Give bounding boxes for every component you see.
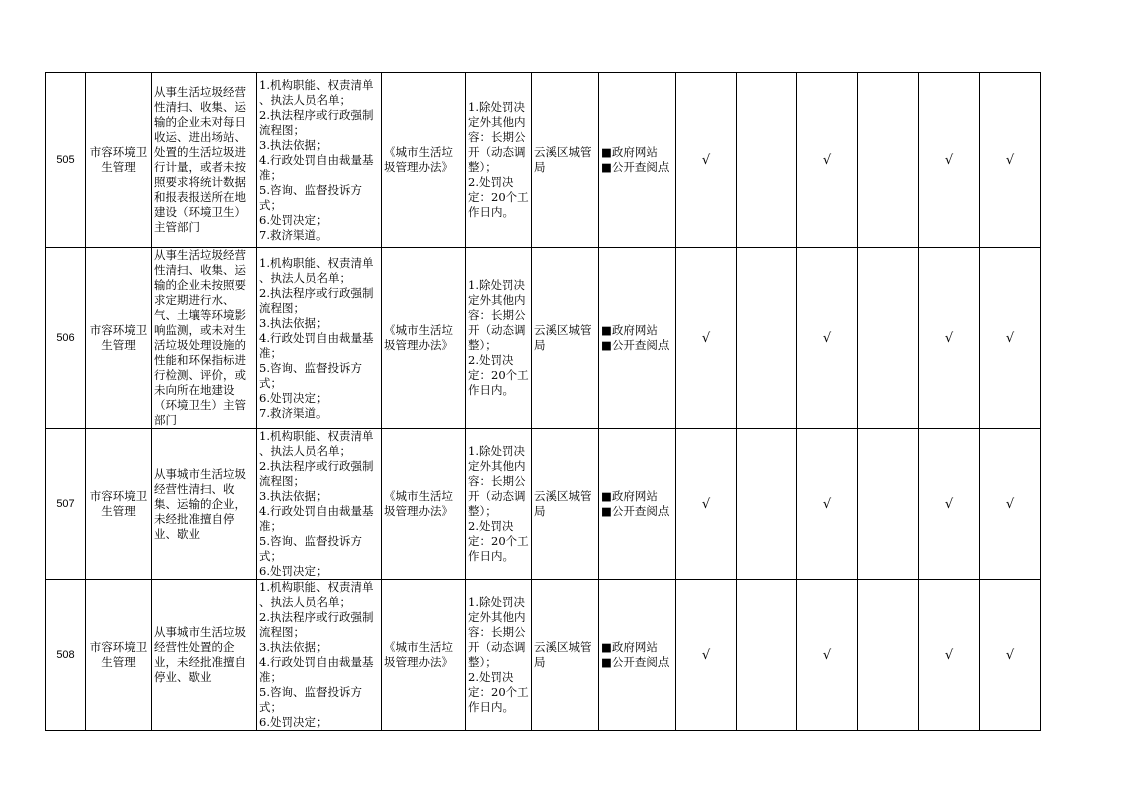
basis-cell: 《城市生活垃圾管理办法》: [382, 73, 466, 248]
check-cell: √: [980, 429, 1041, 580]
category-cell: 市容环境卫生管理: [86, 73, 152, 248]
time-line: 作日内。: [468, 205, 514, 219]
check-cell: [858, 73, 919, 248]
time-cell: [466, 580, 532, 731]
check-cell: [858, 580, 919, 731]
check-cell: √: [797, 73, 858, 248]
content-line: 3.执法依据；: [259, 489, 328, 503]
channels-cell: [599, 73, 676, 248]
channel-line: ■政府网站: [601, 323, 658, 337]
category-cell: 市容环境卫生管理: [86, 429, 152, 580]
content-line: 式；: [259, 375, 282, 390]
time-line: 开（动态调: [468, 489, 526, 503]
time-line: 作日内。: [468, 549, 514, 563]
row-number: 508: [46, 580, 86, 731]
channel-line: ■公开查阅点: [601, 338, 670, 352]
content-line: 准；: [259, 167, 282, 182]
time-line: 容：长期公: [468, 474, 526, 488]
time-line: 整）；: [468, 504, 497, 518]
content-line: 5.咨询、监督投诉方: [259, 182, 362, 197]
channel-line: ■公开查阅点: [601, 655, 670, 669]
basis-cell: 《城市生活垃圾管理办法》: [382, 429, 466, 580]
content-line: 3.执法依据；: [259, 640, 328, 654]
content-line: 4.行政处罚自由裁量基: [259, 152, 374, 167]
content-line: 5.咨询、监督投诉方: [259, 360, 362, 375]
row-number: 506: [46, 248, 86, 429]
check-cell: [858, 248, 919, 429]
channels-cell: [599, 429, 676, 580]
time-line: 容：长期公: [468, 308, 526, 322]
check-cell: [858, 429, 919, 580]
content-line: 5.咨询、监督投诉方: [259, 685, 362, 699]
content-line: 1.机构职能、权责清单: [259, 255, 374, 270]
check-cell: √: [980, 580, 1041, 731]
time-cell: [466, 429, 532, 580]
content-line: 流程图；: [259, 625, 305, 639]
channels-cell: [599, 248, 676, 429]
check-cell: √: [980, 248, 1041, 429]
content-line: 7.救济渠道。: [259, 405, 328, 420]
content-line: 2.执法程序或行政强制: [259, 610, 374, 624]
time-line: 定外其他内: [468, 293, 526, 307]
content-line: 2.执法程序或行政强制: [259, 107, 374, 122]
time-line: 1.除处罚决: [468, 100, 525, 114]
channels-cell: [599, 580, 676, 731]
check-cell: [737, 429, 797, 580]
check-cell: [737, 248, 797, 429]
basis-cell: 《城市生活垃圾管理办法》: [382, 248, 466, 429]
time-line: 容：长期公: [468, 625, 526, 639]
time-line: 定：20个工: [468, 190, 529, 204]
content-line: 4.行政处罚自由裁量基: [259, 655, 374, 669]
content-line: 1.机构职能、权责清单: [259, 580, 374, 594]
time-line: 定：20个工: [468, 368, 529, 382]
check-cell: √: [919, 429, 980, 580]
time-line: 整）；: [468, 338, 497, 352]
time-line: 整）；: [468, 655, 497, 669]
content-line: 式；: [259, 549, 282, 563]
content-line: 准；: [259, 345, 282, 360]
time-line: 定外其他内: [468, 610, 526, 624]
check-cell: √: [980, 73, 1041, 248]
content-line: 1.机构职能、权责清单: [259, 77, 374, 92]
content-line: 流程图；: [259, 300, 305, 315]
subject-cell: 云溪区城管局: [532, 248, 599, 429]
check-cell: √: [676, 73, 737, 248]
item-cell: 从事城市生活垃圾经营性处置的企业，未经批准擅自停业、歇业: [152, 580, 257, 731]
time-line: 定外其他内: [468, 115, 526, 129]
check-cell: [737, 73, 797, 248]
check-cell: √: [797, 248, 858, 429]
item-cell: 从事生活垃圾经营性清扫、收集、运输的企业未按照要求定期进行水、气、土壤等环境影响监测，或未对生活垃圾处理设施的性能和环保指标进行检测、评价，或未向所在地建设（环境卫生）主管部门: [152, 248, 257, 429]
item-cell: 从事城市生活垃圾经营性清扫、收集、运输的企业，未经批准擅自停业、歇业: [152, 429, 257, 580]
check-cell: √: [919, 580, 980, 731]
table-row: [46, 580, 1041, 731]
channel-line: ■公开查阅点: [601, 504, 670, 518]
check-cell: √: [676, 248, 737, 429]
time-line: 2.处罚决: [468, 175, 514, 189]
time-cell: [466, 73, 532, 248]
time-line: 容：长期公: [468, 130, 526, 144]
time-line: 2.处罚决: [468, 353, 514, 367]
time-line: 定：20个工: [468, 685, 529, 699]
content-line: 、执法人员名单；: [259, 92, 351, 107]
channel-line: ■政府网站: [601, 640, 658, 654]
time-line: 作日内。: [468, 383, 514, 397]
time-line: 1.除处罚决: [468, 278, 525, 292]
table-row: [46, 248, 1041, 429]
time-line: 2.处罚决: [468, 519, 514, 533]
basis-cell: 《城市生活垃圾管理办法》: [382, 580, 466, 731]
check-cell: √: [676, 429, 737, 580]
content-line: 、执法人员名单；: [259, 595, 351, 609]
check-cell: √: [919, 248, 980, 429]
check-cell: √: [797, 429, 858, 580]
check-cell: [737, 580, 797, 731]
content-line: 3.执法依据；: [259, 315, 328, 330]
subject-cell: 云溪区城管局: [532, 429, 599, 580]
content-line: 6.处罚决定；: [259, 715, 328, 729]
table-row: [46, 73, 1041, 248]
channel-line: ■公开查阅点: [601, 160, 670, 174]
category-cell: 市容环境卫生管理: [86, 580, 152, 731]
subject-cell: 云溪区城管局: [532, 73, 599, 248]
category-cell: 市容环境卫生管理: [86, 248, 152, 429]
content-line: 6.处罚决定；: [259, 212, 328, 227]
time-line: 定外其他内: [468, 459, 526, 473]
check-cell: √: [919, 73, 980, 248]
time-line: 作日内。: [468, 700, 514, 714]
content-line: 4.行政处罚自由裁量基: [259, 330, 374, 345]
content-line: 流程图；: [259, 122, 305, 137]
row-number: 505: [46, 73, 86, 248]
content-line: 式；: [259, 197, 282, 212]
content-cell: [257, 248, 382, 429]
time-line: 整）；: [468, 160, 497, 174]
content-line: 3.执法依据；: [259, 137, 328, 152]
content-line: 式；: [259, 700, 282, 714]
content-line: 6.处罚决定；: [259, 564, 328, 578]
content-line: 、执法人员名单；: [259, 444, 351, 458]
content-cell: [257, 580, 382, 731]
time-line: 开（动态调: [468, 323, 526, 337]
item-cell: 从事生活垃圾经营性清扫、收集、运输的企业未对每日收运、进出场站、处置的生活垃圾进行计量，或者未按照要求将统计数据和报表报送所在地建设（环境卫生）主管部门: [152, 73, 257, 248]
content-line: 2.执法程序或行政强制: [259, 285, 374, 300]
time-cell: [466, 248, 532, 429]
content-line: 7.救济渠道。: [259, 227, 328, 242]
table-row: [46, 429, 1041, 580]
content-cell: [257, 73, 382, 248]
content-line: 4.行政处罚自由裁量基: [259, 504, 374, 518]
channel-line: ■政府网站: [601, 145, 658, 159]
time-line: 定：20个工: [468, 534, 529, 548]
content-line: 准；: [259, 519, 282, 533]
row-number: 507: [46, 429, 86, 580]
time-line: 2.处罚决: [468, 670, 514, 684]
time-line: 1.除处罚决: [468, 595, 525, 609]
content-line: 准；: [259, 670, 282, 684]
time-line: 开（动态调: [468, 640, 526, 654]
content-line: 、执法人员名单；: [259, 270, 351, 285]
content-line: 2.执法程序或行政强制: [259, 459, 374, 473]
check-cell: √: [676, 580, 737, 731]
disclosure-table: [45, 72, 1041, 731]
content-line: 流程图；: [259, 474, 305, 488]
subject-cell: 云溪区城管局: [532, 580, 599, 731]
time-line: 1.除处罚决: [468, 444, 525, 458]
content-line: 6.处罚决定；: [259, 390, 328, 405]
channel-line: ■政府网站: [601, 489, 658, 503]
content-line: 1.机构职能、权责清单: [259, 429, 374, 443]
time-line: 开（动态调: [468, 145, 526, 159]
check-cell: √: [797, 580, 858, 731]
content-line: 5.咨询、监督投诉方: [259, 534, 362, 548]
content-cell: [257, 429, 382, 580]
